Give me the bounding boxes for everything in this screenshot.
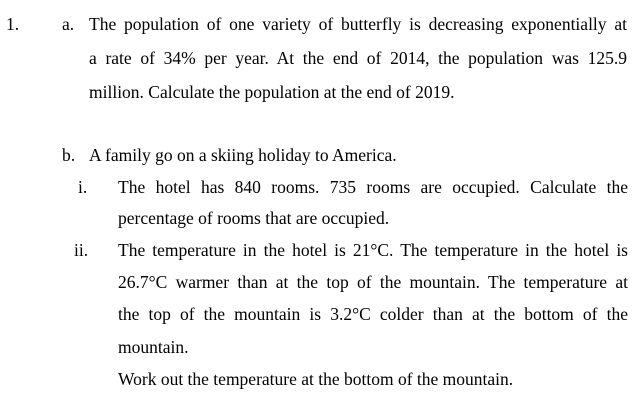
sub-part-i-label: i.	[78, 177, 88, 197]
part-b-label: b.	[62, 145, 76, 165]
part-a-line-3: million. Calculate the population at the end of 2019.	[89, 82, 455, 102]
question-number: 1.	[6, 14, 20, 34]
part-a-line-1: The population of one variety of butterfly is decreasing exponentially at	[89, 14, 627, 34]
sub-part-ii-line-1: The temperature in the hotel is 21°C. The temperature in the hotel is	[118, 240, 628, 260]
sub-part-i-line-2: percentage of rooms that are occupied.	[118, 208, 390, 228]
sub-part-ii-line-4: mountain.	[118, 337, 189, 357]
part-a-line-2: a rate of 34% per year. At the end of 2014, the population was 125.9	[89, 48, 627, 68]
sub-part-ii-line-3: the top of the mountain is 3.2°C colder than at the bottom of the	[118, 304, 628, 324]
sub-part-ii-label: ii.	[74, 240, 89, 260]
part-a-label: a.	[62, 14, 75, 34]
part-b-intro: A family go on a skiing holiday to America.	[89, 145, 397, 165]
sub-part-ii-line-2: 26.7°C warmer than at the top of the mountain. The temperature at	[118, 272, 628, 292]
sub-part-i-line-1: The hotel has 840 rooms. 735 rooms are occupied. Calculate the	[118, 177, 628, 197]
sub-part-ii-instruction: Work out the temperature at the bottom of the mountain.	[118, 369, 514, 389]
